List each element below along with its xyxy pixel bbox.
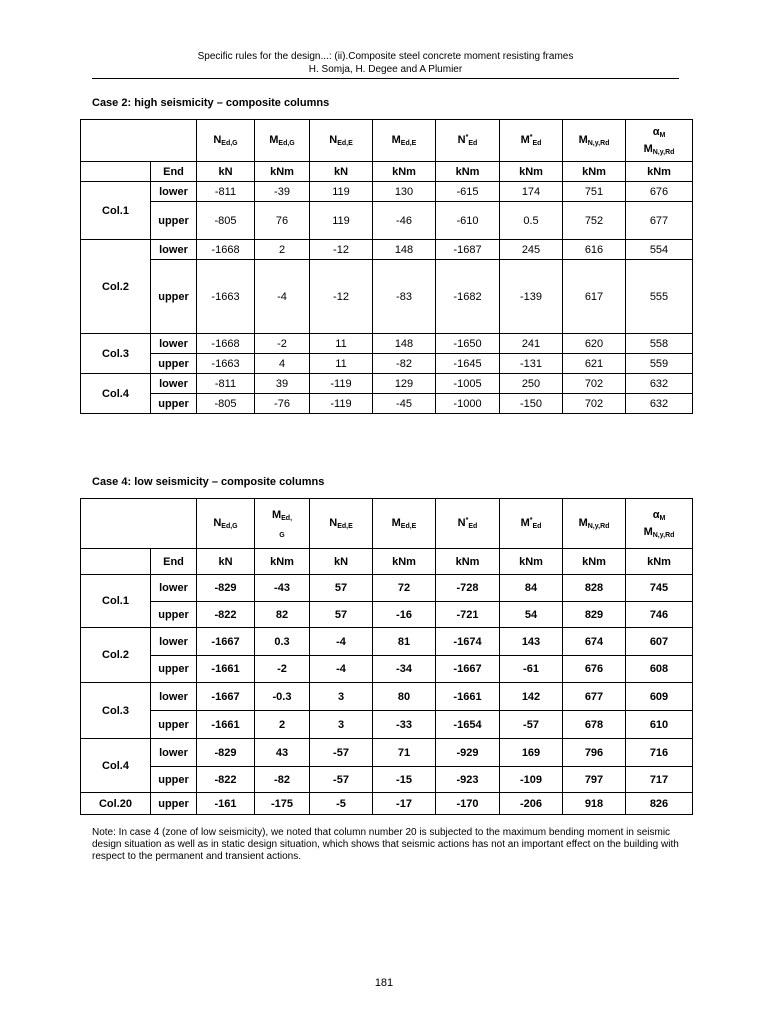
value-cell: -39 [255, 182, 310, 202]
end-cell: lower [151, 575, 197, 602]
units-blank-cell [81, 549, 151, 575]
value-cell: 142 [500, 683, 563, 711]
header-superscript: * [529, 134, 533, 141]
page-number: 181 [374, 977, 394, 989]
column-label: Col.20 [81, 793, 151, 815]
end-cell: upper [151, 602, 197, 628]
table-row [81, 711, 693, 739]
value-cell: -615 [436, 182, 500, 202]
table-row [81, 628, 693, 656]
value-cell: -4 [310, 656, 373, 683]
value-cell: 677 [626, 202, 693, 240]
value-cell: 716 [626, 739, 693, 767]
unit-cell: kN [310, 549, 373, 575]
column-header [255, 120, 310, 162]
value-cell: -829 [197, 575, 255, 602]
table-row [81, 575, 693, 602]
unit-cell: kNm [436, 549, 500, 575]
table-row [81, 739, 693, 767]
value-cell: 554 [626, 240, 693, 260]
value-cell: 617 [563, 260, 626, 334]
value-cell: 559 [626, 354, 693, 374]
value-cell: -82 [373, 354, 436, 374]
value-cell: -161 [197, 793, 255, 815]
value-cell: -811 [197, 374, 255, 394]
header-symbol: M [578, 134, 588, 146]
header-subscript: Ed [468, 140, 478, 147]
header-symbol: M [269, 134, 279, 146]
value-cell: 241 [500, 334, 563, 354]
header-symbol: N [329, 517, 338, 529]
value-cell: -822 [197, 602, 255, 628]
value-cell: 2 [255, 240, 310, 260]
value-cell: 71 [373, 739, 436, 767]
end-header: End [151, 162, 197, 182]
column-header [626, 120, 693, 162]
value-cell: 632 [626, 374, 693, 394]
value-cell: 143 [500, 628, 563, 656]
column-header [197, 499, 255, 549]
value-cell: -76 [255, 394, 310, 414]
value-cell: -728 [436, 575, 500, 602]
header-subscript: N,y,Rd [587, 140, 610, 147]
value-cell: -1663 [197, 354, 255, 374]
value-cell: -0.3 [255, 683, 310, 711]
value-cell: 746 [626, 602, 693, 628]
value-cell: -83 [373, 260, 436, 334]
column-header [310, 120, 373, 162]
value-cell: -1674 [436, 628, 500, 656]
value-cell: -811 [197, 182, 255, 202]
value-cell: 57 [310, 575, 373, 602]
column-label: Col.4 [81, 374, 151, 414]
header-symbol: M [271, 508, 282, 521]
value-cell: -923 [436, 767, 500, 793]
value-cell: -43 [255, 575, 310, 602]
value-cell: 148 [373, 240, 436, 260]
value-cell: 54 [500, 602, 563, 628]
value-cell: 676 [563, 656, 626, 683]
unit-cell: kNm [563, 549, 626, 575]
header-symbol-line2: M [643, 525, 653, 538]
value-cell: -1687 [436, 240, 500, 260]
value-cell: 918 [563, 793, 626, 815]
unit-cell: kNm [255, 162, 310, 182]
value-cell: 608 [626, 656, 693, 683]
header-symbol: α [652, 125, 660, 138]
header-subscript: Ed, [281, 514, 293, 522]
value-cell: 745 [626, 575, 693, 602]
value-cell: -1682 [436, 260, 500, 334]
header-subscript: Ed,E [400, 523, 417, 530]
unit-cell: kNm [563, 162, 626, 182]
header-superscript: * [465, 134, 469, 141]
value-cell: 702 [563, 394, 626, 414]
column-header [373, 120, 436, 162]
value-cell: 632 [626, 394, 693, 414]
table-row [81, 374, 693, 394]
value-cell: -1663 [197, 260, 255, 334]
header-symbol: N [213, 134, 222, 146]
units-row [81, 549, 693, 575]
value-cell: -2 [255, 334, 310, 354]
header-subscript: Ed,G [278, 140, 295, 147]
header-symbol: M [391, 517, 401, 529]
value-cell: -131 [500, 354, 563, 374]
value-cell: 57 [310, 602, 373, 628]
header-row [81, 499, 693, 549]
value-cell: 826 [626, 793, 693, 815]
header-subscript-line2: N,y,Rd [652, 148, 675, 156]
end-header: End [151, 549, 197, 575]
value-cell: -119 [310, 394, 373, 414]
value-cell: 678 [563, 711, 626, 739]
column-label: Col.2 [81, 240, 151, 334]
value-cell: 3 [310, 683, 373, 711]
end-cell: lower [151, 374, 197, 394]
value-cell: 80 [373, 683, 436, 711]
table-row [81, 656, 693, 683]
header-symbol: N [457, 134, 466, 146]
table-row [81, 240, 693, 260]
header-superscript: * [465, 517, 469, 524]
value-cell: -57 [310, 767, 373, 793]
column-header [255, 499, 310, 549]
unit-cell: kNm [500, 549, 563, 575]
unit-cell: kNm [255, 549, 310, 575]
header-subscript: Ed,G [221, 140, 238, 147]
header-subscript: Ed,E [400, 140, 417, 147]
value-cell: -12 [310, 240, 373, 260]
value-cell: 620 [563, 334, 626, 354]
value-cell: 558 [626, 334, 693, 354]
unit-cell: kNm [373, 549, 436, 575]
column-label: Col.2 [81, 628, 151, 683]
value-cell: -1645 [436, 354, 500, 374]
value-cell: 0.3 [255, 628, 310, 656]
value-cell: 82 [255, 602, 310, 628]
value-cell: 0.5 [500, 202, 563, 240]
value-cell: 4 [255, 354, 310, 374]
value-cell: -1668 [197, 334, 255, 354]
value-cell: -1650 [436, 334, 500, 354]
value-cell: 677 [563, 683, 626, 711]
end-cell: lower [151, 182, 197, 202]
table-row [81, 354, 693, 374]
value-cell: -57 [500, 711, 563, 739]
column-label: Col.1 [81, 182, 151, 240]
value-cell: 797 [563, 767, 626, 793]
column-header [626, 499, 693, 549]
header-title: Specific rules for the design...: (ii).Composite steel concrete moment resisting frames [197, 51, 574, 62]
column-label: Col.3 [81, 683, 151, 739]
unit-cell: kNm [436, 162, 500, 182]
value-cell: 609 [626, 683, 693, 711]
header-blank-cell [81, 499, 197, 549]
case4-title: Case 4: low seismicity – composite columns [92, 476, 325, 488]
table-row [81, 334, 693, 354]
header-subscript: Ed,E [337, 523, 353, 530]
end-cell: upper [151, 202, 197, 240]
table-row [81, 602, 693, 628]
column-header [197, 120, 255, 162]
value-cell: -829 [197, 739, 255, 767]
value-cell: 169 [500, 739, 563, 767]
column-header [373, 499, 436, 549]
value-cell: -1667 [197, 628, 255, 656]
value-cell: -610 [436, 202, 500, 240]
value-cell: 148 [373, 334, 436, 354]
value-cell: -5 [310, 793, 373, 815]
value-cell: -139 [500, 260, 563, 334]
header-symbol: M [391, 134, 401, 146]
value-cell: 250 [500, 374, 563, 394]
header-subscript: Ed [532, 523, 542, 530]
end-cell: upper [151, 711, 197, 739]
unit-cell: kNm [500, 162, 563, 182]
unit-cell: kNm [373, 162, 436, 182]
header-subscript-line2: N,y,Rd [652, 531, 675, 539]
end-cell: lower [151, 628, 197, 656]
value-cell: -1661 [436, 683, 500, 711]
value-cell: 129 [373, 374, 436, 394]
value-cell: -1667 [197, 683, 255, 711]
header-authors: H. Somja, H. Degee and A Plumier [308, 64, 463, 75]
header-subscript: N,y,Rd [587, 523, 610, 530]
value-cell: -805 [197, 394, 255, 414]
value-cell: -61 [500, 656, 563, 683]
value-cell: -1000 [436, 394, 500, 414]
header-subscript-line2: G [279, 531, 285, 539]
case4-table [80, 498, 693, 815]
header-superscript: * [529, 517, 533, 524]
header-subscript: M [659, 514, 666, 522]
value-cell: -150 [500, 394, 563, 414]
value-cell: 751 [563, 182, 626, 202]
value-cell: 829 [563, 602, 626, 628]
value-cell: -929 [436, 739, 500, 767]
note-paragraph: Note: In case 4 (zone of low seismicity), we noted that column number 20 is subjected to the maximum bending moment in seismic design situation as well as in static design situation, which shows that seismic actions has not an important effect on the building with respect to the permanent and transient actions. [92, 827, 679, 862]
value-cell: 245 [500, 240, 563, 260]
value-cell: 81 [373, 628, 436, 656]
value-cell: -1661 [197, 656, 255, 683]
end-cell: lower [151, 683, 197, 711]
end-cell: lower [151, 240, 197, 260]
value-cell: 119 [310, 182, 373, 202]
table-row [81, 683, 693, 711]
column-header [436, 499, 500, 549]
value-cell: -82 [255, 767, 310, 793]
end-cell: lower [151, 739, 197, 767]
header-symbol-line2: M [643, 142, 653, 155]
value-cell: -109 [500, 767, 563, 793]
value-cell: 555 [626, 260, 693, 334]
header-symbol: N [329, 134, 338, 146]
column-label: Col.3 [81, 334, 151, 374]
page-header [92, 50, 679, 79]
value-cell: 72 [373, 575, 436, 602]
value-cell: -34 [373, 656, 436, 683]
value-cell: 828 [563, 575, 626, 602]
header-symbol: M [520, 517, 530, 529]
value-cell: 621 [563, 354, 626, 374]
value-cell: -15 [373, 767, 436, 793]
value-cell: 616 [563, 240, 626, 260]
column-header [500, 120, 563, 162]
value-cell: -45 [373, 394, 436, 414]
value-cell: -206 [500, 793, 563, 815]
end-cell: lower [151, 334, 197, 354]
unit-cell: kNm [626, 549, 693, 575]
end-cell: upper [151, 793, 197, 815]
value-cell: 84 [500, 575, 563, 602]
column-header [310, 499, 373, 549]
column-label: Col.4 [81, 739, 151, 793]
end-cell: upper [151, 354, 197, 374]
header-symbol: M [578, 517, 588, 529]
unit-cell: kNm [626, 162, 693, 182]
column-label: Col.1 [81, 575, 151, 628]
case2-table [80, 119, 693, 414]
header-subscript: Ed [468, 523, 478, 530]
column-header [563, 499, 626, 549]
value-cell: 11 [310, 354, 373, 374]
table-row [81, 394, 693, 414]
column-header [563, 120, 626, 162]
value-cell: -175 [255, 793, 310, 815]
value-cell: -1667 [436, 656, 500, 683]
header-subscript: Ed [532, 140, 542, 147]
table-row [81, 767, 693, 793]
units-blank-cell [81, 162, 151, 182]
end-cell: upper [151, 260, 197, 334]
value-cell: 43 [255, 739, 310, 767]
end-cell: upper [151, 656, 197, 683]
header-subscript: Ed,G [221, 523, 238, 530]
value-cell: -170 [436, 793, 500, 815]
column-header [500, 499, 563, 549]
header-symbol: N [213, 517, 222, 529]
value-cell: 676 [626, 182, 693, 202]
value-cell: -2 [255, 656, 310, 683]
value-cell: -16 [373, 602, 436, 628]
header-symbol: α [652, 508, 660, 521]
value-cell: 717 [626, 767, 693, 793]
value-cell: 130 [373, 182, 436, 202]
table-row [81, 260, 693, 334]
value-cell: -4 [255, 260, 310, 334]
header-symbol: N [457, 517, 466, 529]
value-cell: -805 [197, 202, 255, 240]
end-cell: upper [151, 767, 197, 793]
value-cell: 174 [500, 182, 563, 202]
header-blank-cell [81, 120, 197, 162]
value-cell: -57 [310, 739, 373, 767]
unit-cell: kN [197, 162, 255, 182]
table-row [81, 202, 693, 240]
value-cell: -17 [373, 793, 436, 815]
value-cell: 2 [255, 711, 310, 739]
value-cell: -1654 [436, 711, 500, 739]
table-row [81, 182, 693, 202]
value-cell: -1661 [197, 711, 255, 739]
value-cell: 39 [255, 374, 310, 394]
value-cell: -1668 [197, 240, 255, 260]
value-cell: 76 [255, 202, 310, 240]
value-cell: 11 [310, 334, 373, 354]
header-subscript: M [659, 131, 666, 139]
value-cell: 702 [563, 374, 626, 394]
value-cell: 674 [563, 628, 626, 656]
header-subscript: Ed,E [337, 140, 353, 147]
value-cell: -12 [310, 260, 373, 334]
unit-cell: kN [197, 549, 255, 575]
value-cell: 3 [310, 711, 373, 739]
value-cell: -119 [310, 374, 373, 394]
header-symbol: M [520, 134, 530, 146]
value-cell: -822 [197, 767, 255, 793]
value-cell: -721 [436, 602, 500, 628]
value-cell: 796 [563, 739, 626, 767]
value-cell: -4 [310, 628, 373, 656]
table-row [81, 793, 693, 815]
value-cell: 752 [563, 202, 626, 240]
value-cell: -46 [373, 202, 436, 240]
value-cell: 119 [310, 202, 373, 240]
column-header [436, 120, 500, 162]
value-cell: 607 [626, 628, 693, 656]
value-cell: -1005 [436, 374, 500, 394]
value-cell: 610 [626, 711, 693, 739]
units-row [81, 162, 693, 182]
case2-title: Case 2: high seismicity – composite columns [92, 97, 330, 109]
end-cell: upper [151, 394, 197, 414]
value-cell: -33 [373, 711, 436, 739]
header-row [81, 120, 693, 162]
unit-cell: kN [310, 162, 373, 182]
